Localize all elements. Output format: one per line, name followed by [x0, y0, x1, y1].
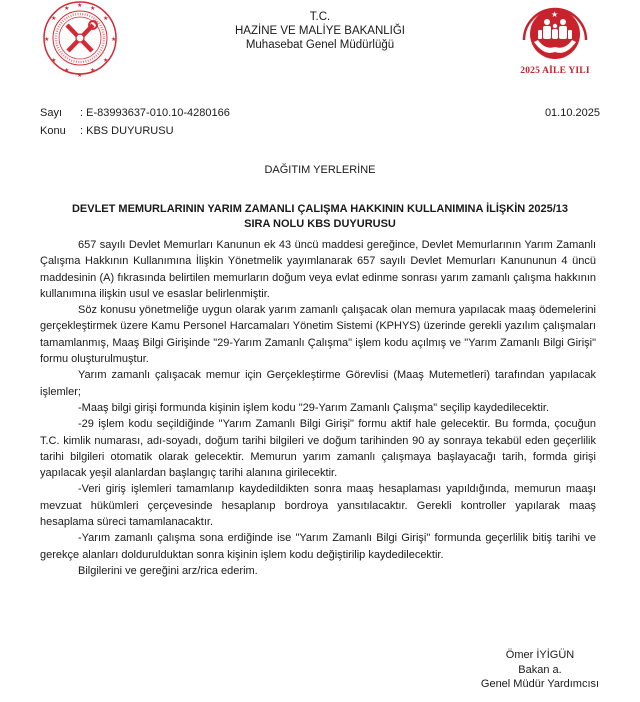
svg-text:★: ★	[51, 57, 57, 64]
letterhead-directorate: Muhasebat Genel Müdürlüğü	[245, 39, 395, 51]
body-paragraph: 657 sayılı Devlet Memurları Kanunun ek 43 üncü maddesi gereğince, Devlet Memurlarının Yarım Zamanlı Çalışma Hakkının Kullanımına İlişkin Yönetmelik yayımlanarak 657 sayılı Devlet Memurları Kanununun 4 üncü maddesinin (A) fıkrasında belirtilen memurların doğum veya evlat edinme sonrası yarım zamanlı çalışma hakkının kullanımına ilişkin usul ve esaslar belirlenmiştir.	[40, 239, 596, 300]
body-paragraph: Yarım zamanlı çalışacak memur için Gerçekleştirme Görevlisi (Maaş Mutemetleri) tarafından yapılacak işlemler;	[40, 369, 596, 398]
body-paragraph: -Maaş bilgi girişi formunda kişinin işlem kodu "29-Yarım Zamanlı Çalışma" seçilip kaydedilecektir.	[78, 401, 549, 414]
svg-text:★: ★	[64, 67, 70, 74]
body-paragraph: Bilgilerini ve gereğini arz/rica ederim.	[78, 564, 258, 577]
svg-text:★: ★	[77, 2, 83, 9]
body-paragraph: -Veri giriş işlemleri tamamlanıp kaydedildikten sonra maaş hesaplaması yapıldığında, memurun maaşı mevzuat hükümleri çerçevesinde hesaplanıp bordroya yansıtılacaktır. Gerekli kontroller yapılarak maaş hesaplama süreci tamamlanacaktır.	[40, 483, 596, 529]
letterhead-line-tc: T.C.	[309, 11, 331, 23]
body-paragraph: -Yarım zamanlı çalışma sona erdiğinde ise "Yarım Zamanlı Bilgi Girişi" formunda geçerlilik bitiş tarihi ve gerekçe alanları doldurulduktan sonra kişinin işlem kodu değiştirilip kaydedilecektir.	[40, 532, 596, 561]
family-year-caption: 2025 AİLE YILI	[520, 66, 590, 76]
signatory-title-1: Bakan a.	[518, 663, 562, 676]
svg-text:★: ★	[103, 15, 109, 22]
family-year-logo-icon	[510, 0, 600, 82]
svg-text:★: ★	[51, 15, 57, 22]
subject-label: Konu	[40, 125, 66, 137]
svg-text:★: ★	[111, 36, 117, 43]
subject-row	[40, 124, 174, 138]
document-title-line-2: SIRA NOLU KBS DUYURUSU	[244, 218, 396, 230]
document-number-row	[40, 106, 230, 120]
body-paragraph: Söz konusu yönetmeliğe uygun olarak yarım zamanlı çalışacak olan memura yapılacak maaş ödemelerini gerçekleştirmek üzere Kamu Personel Harcamaları Yönetim Sistemi (KPHYS) üzerinde gerekli yazılım çalışmaları tamamlanmış, Maaş Bilgi Girişinde "29-Yarım Zamanlı Çalışma" işlem kodu açılmış ve "Yarım Zamanlı Bilgi Girişi" formu oluşturulmuştur.	[40, 304, 596, 366]
signatory-name: Ömer İYİGÜN	[505, 649, 575, 661]
svg-text:★: ★	[64, 5, 70, 12]
svg-text:★: ★	[77, 72, 83, 79]
subject-value: : KBS DUYURUSU	[80, 125, 174, 137]
document-number-value: : E-83993637-010.10-4280166	[80, 107, 230, 119]
document-date: 01.10.2025	[544, 107, 600, 119]
svg-text:★: ★	[551, 10, 559, 19]
document-title-line-1: DEVLET MEMURLARININ YARIM ZAMANLI ÇALIŞMA HAKKININ KULLANIMINA İLİŞKİN 2025/13	[71, 203, 569, 215]
svg-text:★: ★	[90, 67, 96, 74]
svg-text:★: ★	[90, 5, 96, 12]
ministry-seal-icon	[34, 0, 126, 82]
svg-text:★: ★	[44, 36, 50, 43]
signature-block	[440, 648, 640, 692]
letterhead-ministry: HAZİNE VE MALİYE BAKANLIĞI	[235, 25, 405, 37]
document-number-label: Sayı	[40, 107, 63, 119]
svg-text:★: ★	[103, 57, 109, 64]
letterhead	[150, 10, 490, 52]
document-title	[30, 202, 610, 232]
document-body	[40, 237, 596, 579]
distribution-heading: DAĞITIM YERLERİNE	[264, 164, 376, 176]
signatory-title-2: Genel Müdür Yardımcısı	[480, 678, 600, 690]
body-paragraph: -29 işlem kodu seçildiğinde "Yarım Zamanlı Bilgi Girişi" formu aktif hale gelecektir. Bu formda, çocuğun T.C. kimlik numarası, adı-soyadı, doğum tarihi bilgileri ve doğum tarihinden 90 ay sonraya tekabül eden geçerlilik tarihi bilgileri otomatik olarak gelecektir. Memurun yarım zamanlı çalışmaya başlayacağı tarih, formda girişi yapılacak yeşil alanlardan başlangıç tarihi alanına girilecektir.	[40, 418, 596, 480]
